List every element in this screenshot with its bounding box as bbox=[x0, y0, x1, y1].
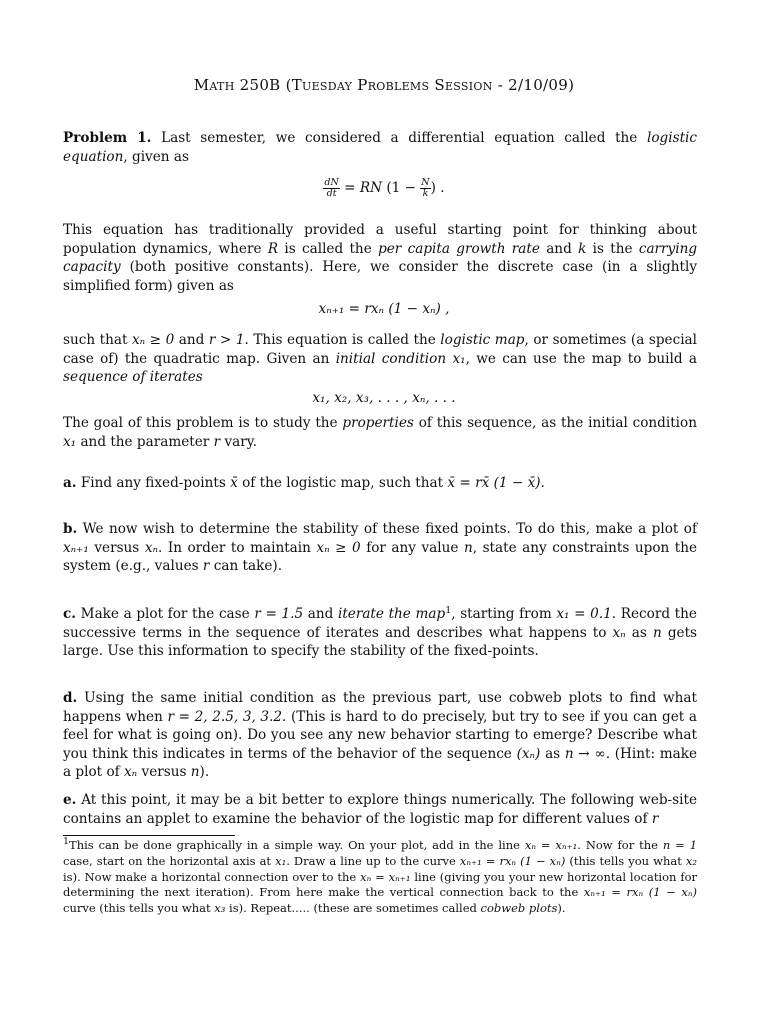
math: n bbox=[652, 624, 662, 641]
math: xₙ bbox=[612, 624, 626, 641]
part-b bbox=[63, 520, 697, 576]
text: Find any fixed-points bbox=[80, 475, 226, 491]
math: x₁ bbox=[63, 433, 77, 450]
eq-mid: = RN bbox=[339, 180, 387, 196]
eq-close: ) bbox=[430, 180, 436, 196]
equation-sequence: x₁, x₂, x₃, . . . , xₙ, . . . bbox=[312, 390, 456, 406]
term: per capita growth rate bbox=[378, 240, 540, 257]
part-label: b. bbox=[63, 521, 78, 537]
part-label: a. bbox=[63, 475, 77, 491]
text: . Now for the bbox=[577, 838, 658, 852]
term: iterate the map bbox=[337, 606, 446, 622]
text: and the parameter bbox=[80, 433, 210, 450]
text: Using the same initial condition as the previous part, use cobweb plots to find what happens when bbox=[63, 690, 697, 725]
text: Make a plot for the case bbox=[80, 606, 250, 622]
paragraph-logistic-map bbox=[63, 331, 697, 387]
math: R bbox=[267, 240, 279, 257]
math: n bbox=[463, 539, 473, 556]
text: ). bbox=[557, 901, 566, 916]
text: of the logistic map, such that bbox=[242, 475, 444, 491]
math: xₙ = xₙ₊₁ bbox=[360, 869, 411, 884]
math: xₙ ≥ 0 bbox=[316, 539, 361, 556]
paragraph-population bbox=[63, 221, 697, 295]
text: and bbox=[307, 606, 334, 622]
text: as bbox=[545, 745, 561, 762]
text: can take). bbox=[213, 558, 283, 575]
text: case, start on the horizontal axis at bbox=[63, 853, 272, 868]
footnote-divider bbox=[63, 835, 235, 836]
text: versus bbox=[94, 539, 140, 556]
equation-logistic-map: xₙ₊₁ = rxₙ (1 − xₙ) , bbox=[318, 301, 450, 317]
text: versus bbox=[141, 764, 187, 781]
text: Last semester, we considered a differential equation called the bbox=[161, 130, 638, 146]
term: properties bbox=[342, 415, 414, 431]
text: of this sequence, as the initial condition bbox=[418, 415, 697, 431]
part-label: c. bbox=[63, 606, 77, 622]
text: , given as bbox=[123, 148, 189, 165]
text: ). bbox=[199, 764, 210, 781]
text: (both positive constants). Here, we consider the discrete case (in a slightly simplified form) given as bbox=[63, 259, 698, 294]
text: and bbox=[546, 240, 572, 257]
text: is called the bbox=[284, 240, 372, 257]
math: r = 1.5 bbox=[254, 606, 304, 622]
text: is the bbox=[592, 240, 633, 257]
part-d bbox=[63, 689, 697, 782]
text: is). Now make a horizontal connection over to the bbox=[63, 869, 357, 884]
math: x₁ bbox=[275, 853, 287, 868]
math: n bbox=[190, 764, 200, 781]
part-c bbox=[63, 605, 697, 661]
math: xₙ bbox=[144, 539, 158, 556]
text: vary. bbox=[224, 433, 257, 450]
math: x₁ = 0.1 bbox=[556, 606, 612, 622]
fraction-dn-dt bbox=[323, 178, 339, 199]
eq-open: (1 − bbox=[386, 180, 421, 196]
math: n → ∞ bbox=[564, 745, 606, 762]
text: , starting from bbox=[451, 606, 552, 622]
math: xₙ₊₁ = rxₙ (1 − xₙ) bbox=[583, 885, 697, 900]
math: x₃ bbox=[214, 901, 226, 916]
frac-den: dt bbox=[326, 188, 337, 199]
math: r = 2, 2.5, 3, 3.2 bbox=[167, 708, 283, 725]
text: and bbox=[178, 332, 205, 348]
frac-num: N bbox=[421, 177, 430, 188]
math: xₙ bbox=[124, 764, 138, 781]
text: This can be done graphically in a simple way. On your plot, add in the line bbox=[69, 838, 520, 852]
paragraph-goal bbox=[63, 414, 697, 451]
math: (xₙ) bbox=[516, 745, 541, 762]
math: xₙ ≥ 0 bbox=[131, 332, 175, 348]
part-label: d. bbox=[63, 690, 78, 706]
math: x̄ = rx̄ (1 − x̄). bbox=[447, 475, 545, 491]
text: , or sometimes (a special case of) the quadratic map. Given an bbox=[63, 332, 698, 367]
text: The goal of this problem is to study the bbox=[63, 415, 338, 431]
part-label: e. bbox=[63, 792, 77, 808]
text: line (giving you your new horizontal location for determining the next iteration). From here make the vertical connection back to the bbox=[63, 869, 698, 900]
term: carrying capacity bbox=[63, 240, 698, 276]
fraction-n-k bbox=[420, 178, 430, 199]
math: x₂ bbox=[685, 853, 698, 868]
term: logistic map bbox=[440, 332, 525, 348]
text: . Draw a line up to the curve bbox=[286, 853, 456, 868]
text: (this tells you what bbox=[569, 853, 682, 868]
text: . (This is hard to do precisely, but try to see if you can get a feel for what is going on). Do you see any new behavior starting to emerge? Describe what you think this indicates in terms of the behavior of the sequence bbox=[63, 708, 697, 762]
text: curve (this tells you what bbox=[63, 901, 211, 916]
footnote-marker: 1 bbox=[63, 836, 70, 847]
math: x̄ bbox=[230, 475, 238, 491]
text: . Record the successive terms in the sequence of iterates and describes what happens to bbox=[63, 606, 697, 641]
problem-label: Problem 1. bbox=[63, 130, 152, 146]
math: n = 1 bbox=[662, 838, 698, 852]
footnote bbox=[63, 838, 697, 917]
text: is). Repeat..... (these are sometimes called bbox=[229, 901, 477, 916]
term: initial condition bbox=[335, 350, 447, 367]
problem-intro bbox=[63, 129, 697, 166]
term-cobweb-plots: cobweb plots bbox=[480, 901, 558, 916]
math: x₁ bbox=[452, 350, 466, 367]
math: r bbox=[202, 558, 210, 575]
text: for any value bbox=[366, 539, 459, 556]
text: This equation has traditionally provided a useful starting point for thinking about population dynamics, where bbox=[63, 222, 697, 257]
text: We now wish to determine the stability of these fixed points. To do this, make a plot of bbox=[82, 521, 697, 537]
math: xₙ₊₁ = rxₙ (1 − xₙ) bbox=[459, 853, 566, 868]
math: xₙ₊₁ bbox=[63, 539, 89, 556]
part-a bbox=[63, 474, 697, 493]
footnote-marker: 1 bbox=[445, 605, 452, 616]
frac-num: dN bbox=[324, 177, 339, 188]
term: sequence of iterates bbox=[63, 369, 203, 386]
text: as bbox=[631, 624, 647, 641]
frac-den: k bbox=[422, 188, 429, 199]
math: r > 1 bbox=[208, 332, 245, 348]
part-e bbox=[63, 791, 697, 828]
text: such that bbox=[63, 332, 128, 348]
text: gets large. Use this information to specify the stability of the fixed-points. bbox=[63, 624, 698, 660]
math: k bbox=[578, 240, 587, 257]
equation-differential bbox=[0, 178, 768, 199]
text: , state any constraints upon the system (e.g., values bbox=[63, 539, 698, 575]
text: . This equation is called the bbox=[244, 332, 436, 348]
math: r bbox=[651, 810, 659, 827]
math: r bbox=[213, 433, 221, 450]
text: . (Hint: make a plot of bbox=[63, 745, 698, 781]
term-logistic-equation: logistic equation bbox=[63, 130, 697, 165]
page-title: Math 250B (Tuesday Problems Session - 2/10/09) bbox=[193, 76, 575, 94]
text: At this point, it may be a bit better to explore things numerically. The following web-site contains an applet to examine the behavior of the logistic map for different values of bbox=[63, 792, 697, 827]
text: , we can use the map to build a bbox=[465, 350, 698, 367]
eq-end: . bbox=[435, 180, 445, 196]
text: . In order to maintain bbox=[158, 539, 311, 556]
math: xₙ = xₙ₊₁ bbox=[524, 838, 578, 852]
